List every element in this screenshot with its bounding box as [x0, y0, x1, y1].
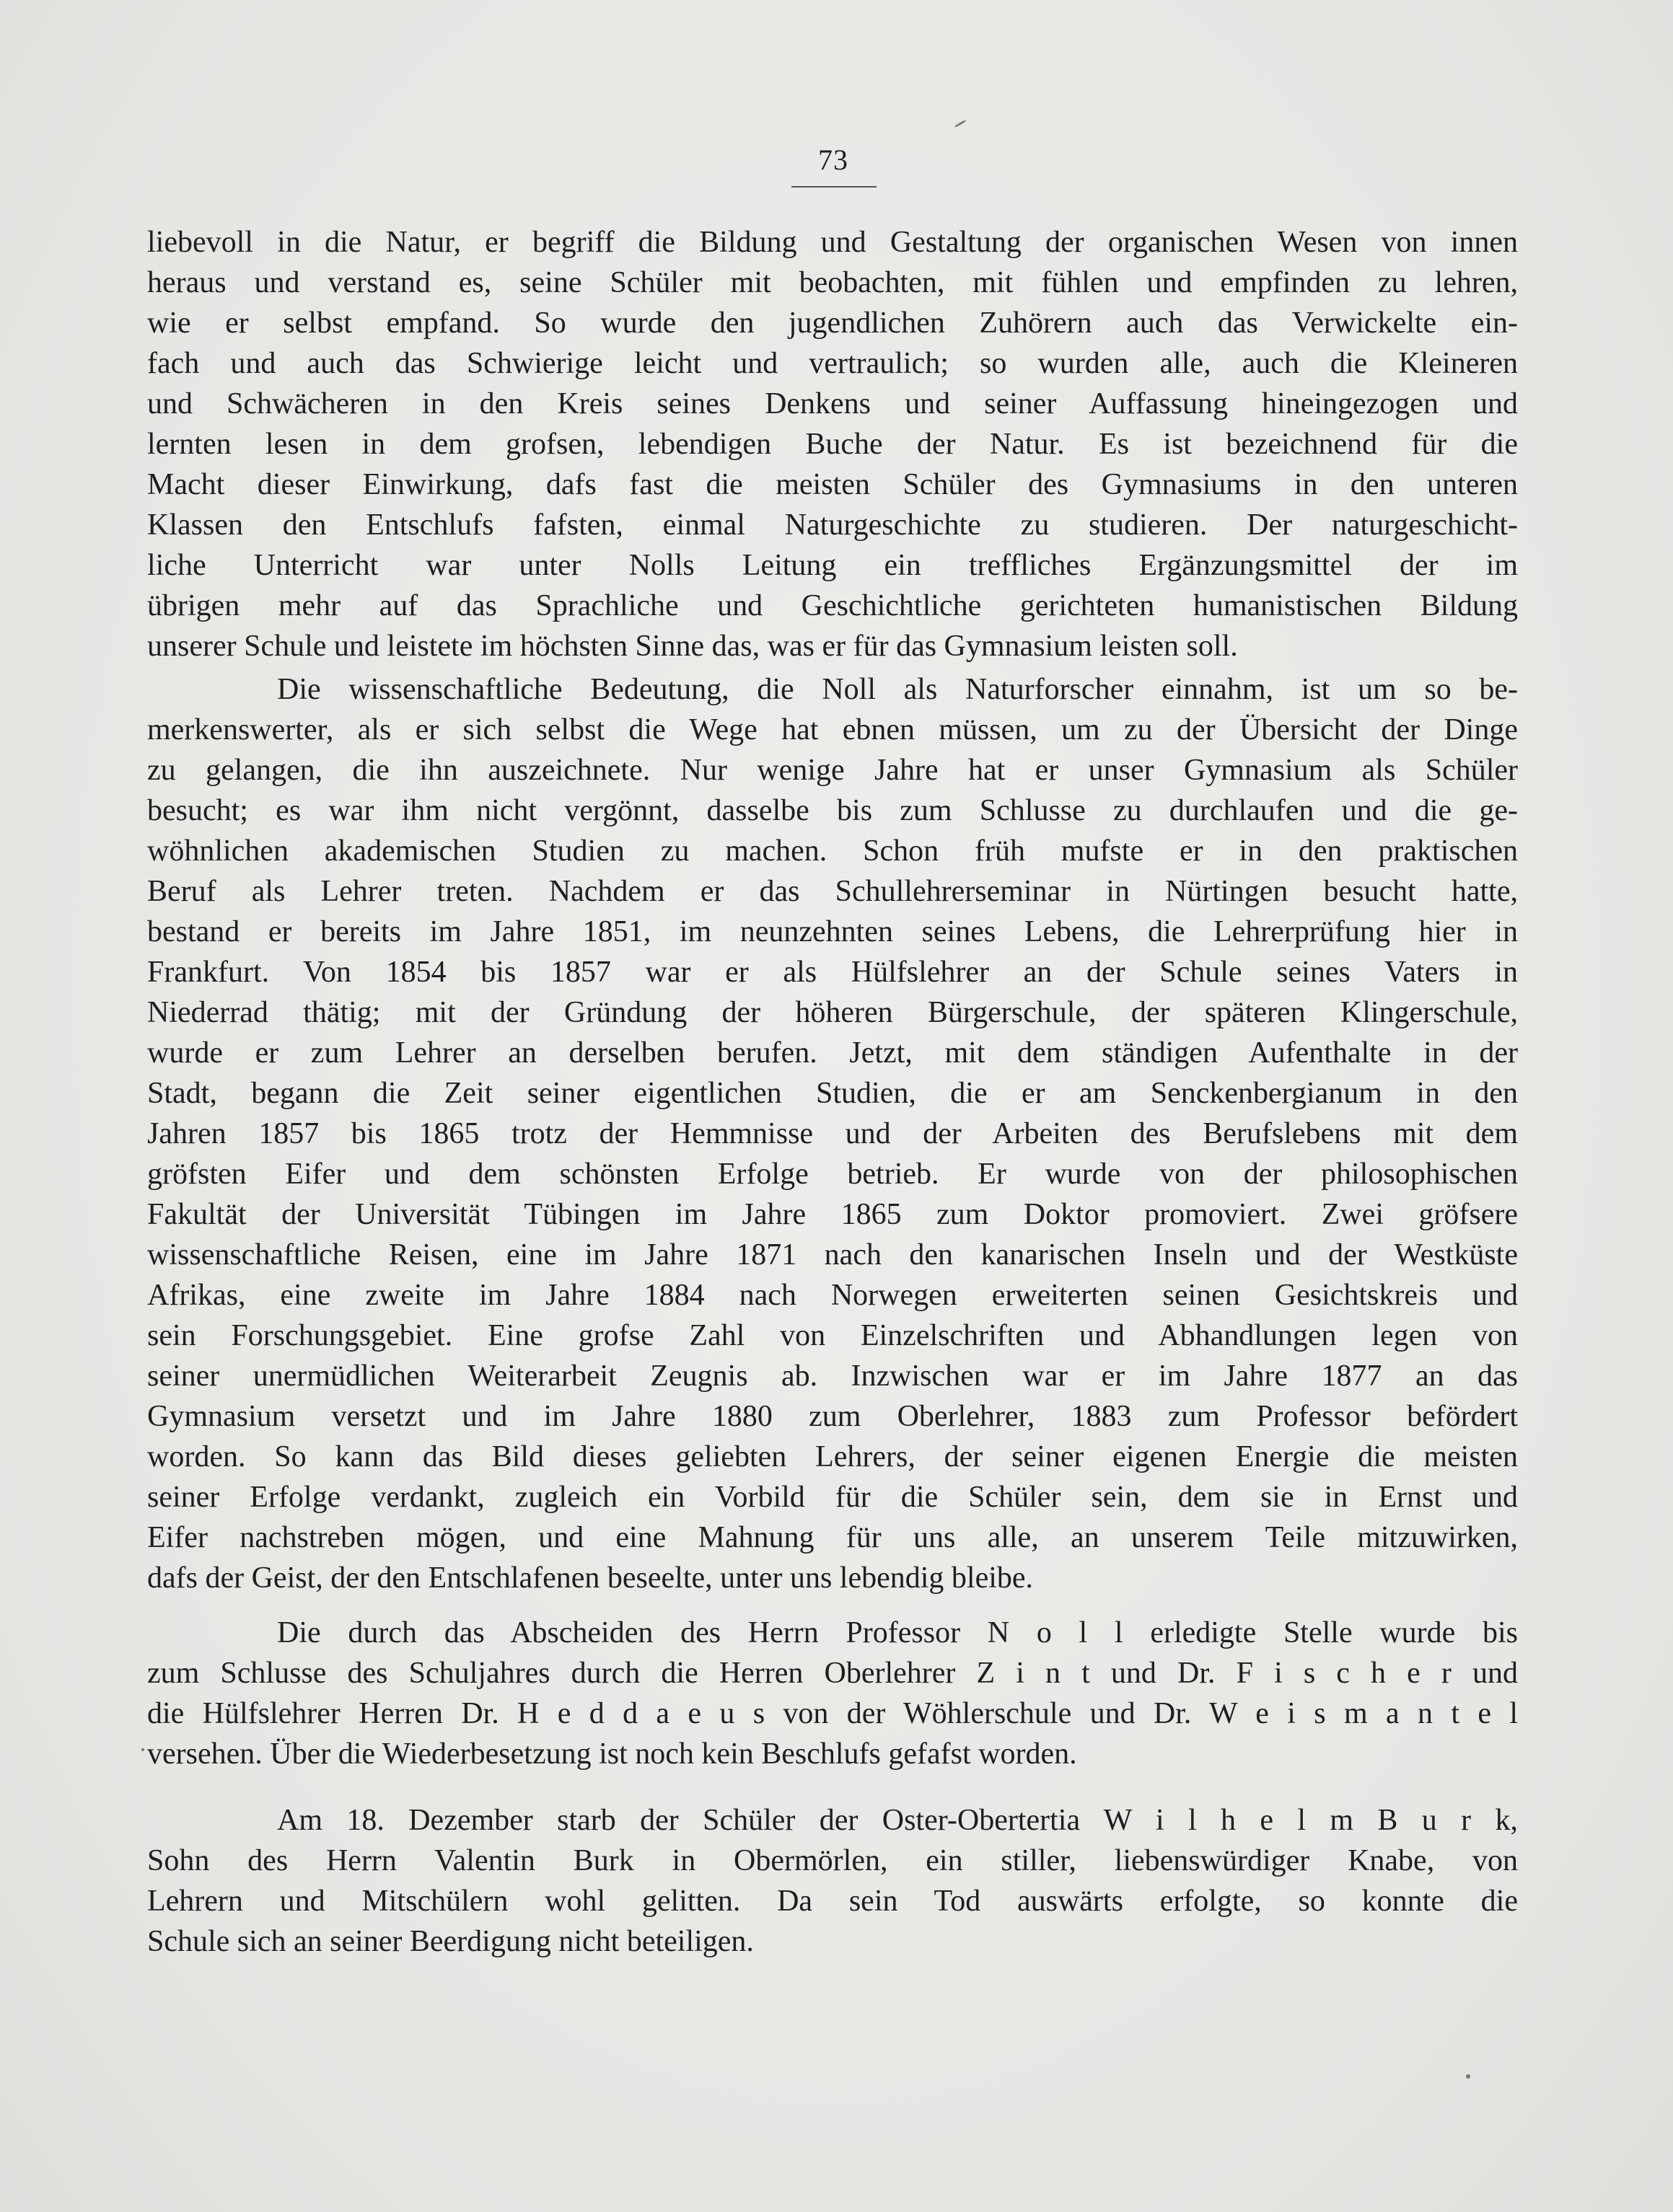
text-line: zu gelangen, die ihn auszeichnete. Nur wenige Jahre hat er unser Gymnasium als Schüler	[147, 754, 1518, 787]
text-line: Gymnasium versetzt und im Jahre 1880 zum Oberlehrer, 1883 zum Professor befördert	[147, 1400, 1518, 1433]
text-line: bestand er bereits im Jahre 1851, im neunzehnten seines Lebens, die Lehrerprüfung hier in	[147, 915, 1518, 948]
paragraph-4	[147, 1800, 1518, 1962]
text-line: lernten lesen in dem grofsen, lebendigen Buche der Natur. Es ist bezeichnend für die	[147, 428, 1518, 461]
text-line: und Schwächeren in den Kreis seines Denkens und seiner Auffassung hineingezogen und	[147, 387, 1518, 420]
text-line: liebevoll in die Natur, er begriff die Bildung und Gestaltung der organischen Wesen von innen	[147, 226, 1518, 259]
text-line: besucht; es war ihm nicht vergönnt, dasselbe bis zum Schlusse zu durchlaufen und die ge-	[147, 794, 1518, 827]
text-line: sein Forschungsgebiet. Eine grofse Zahl von Einzelschriften und Abhandlungen legen von	[147, 1319, 1518, 1352]
text-line: fach und auch das Schwierige leicht und vertraulich; so wurden alle, auch die Kleineren	[147, 347, 1518, 380]
text-line: liche Unterricht war unter Nolls Leitung ein treffliches Ergänzungsmittel der im	[147, 549, 1518, 582]
page-number: 73	[818, 144, 848, 176]
text-line: dafs der Geist, der den Entschlafenen beseelte, unter uns lebendig bleibe.	[147, 1561, 1034, 1595]
text-line: Macht dieser Einwirkung, dafs fast die meisten Schüler des Gymnasiums in den unteren	[147, 468, 1518, 501]
text-line: wöhnlichen akademischen Studien zu machen. Schon früh mufste er in den praktischen	[147, 834, 1518, 868]
text-line: wie er selbst empfand. So wurde den jugendlichen Zuhörern auch das Verwickelte ein-	[147, 307, 1518, 340]
text-line: Am 18. Dezember starb der Schüler der Oster-Obertertia W i l h e l m B u r k,	[277, 1804, 1518, 1837]
page-number-rule	[791, 186, 877, 188]
text-line: seiner Erfolge verdankt, zugleich ein Vorbild für die Schüler sein, dem sie in Ernst und	[147, 1481, 1518, 1514]
text-line: übrigen mehr auf das Sprachliche und Geschichtliche gerichteten humanistischen Bildung	[147, 589, 1518, 622]
text-line: wurde er zum Lehrer an derselben berufen. Jetzt, mit dem ständigen Aufenthalte in der	[147, 1036, 1518, 1070]
text-line: Die wissenschaftliche Bedeutung, die Noll als Naturforscher einnahm, ist um so be-	[277, 673, 1518, 706]
paragraph-3	[147, 1613, 1518, 1774]
text-line: Stadt, begann die Zeit seiner eigentlichen Studien, die er am Senckenbergianum in den	[147, 1077, 1518, 1110]
scan-speck	[141, 1748, 144, 1751]
text-line: Afrikas, eine zweite im Jahre 1884 nach Norwegen erweiterten seinen Gesichtskreis und	[147, 1279, 1518, 1312]
text-line: Schule sich an seiner Beerdigung nicht beteiligen.	[147, 1925, 754, 1958]
text-line: wissenschaftliche Reisen, eine im Jahre 1871 nach den kanarischen Inseln und der Westküste	[147, 1238, 1518, 1272]
text-line: Lehrern und Mitschülern wohl gelitten. Da sein Tod auswärts erfolgte, so konnte die	[147, 1885, 1518, 1918]
text-line: heraus und verstand es, seine Schüler mit beobachten, mit fühlen und empfinden zu lehren,	[147, 266, 1518, 299]
text-line: versehen. Über die Wiederbesetzung ist noch kein Beschlufs gefafst worden.	[147, 1737, 1077, 1771]
text-line: Fakultät der Universität Tübingen im Jahre 1865 zum Doktor promoviert. Zwei gröfsere	[147, 1198, 1518, 1231]
text-line: gröfsten Eifer und dem schönsten Erfolge betrieb. Er wurde von der philosophischen	[147, 1158, 1518, 1191]
text-line: Frankfurt. Von 1854 bis 1857 war er als Hülfslehrer an der Schule seines Vaters in	[147, 956, 1518, 989]
text-line: Jahren 1857 bis 1865 trotz der Hemmnisse und der Arbeiten des Berufslebens mit dem	[147, 1117, 1518, 1150]
text-line: zum Schlusse des Schuljahres durch die Herren Oberlehrer Z i n t und Dr. F i s c h e r und	[147, 1657, 1518, 1690]
text-line: Eifer nachstreben mögen, und eine Mahnung für uns alle, an unserem Teile mitzuwirken,	[147, 1521, 1518, 1554]
text-line: Sohn des Herrn Valentin Burk in Obermörlen, ein stiller, liebenswürdiger Knabe, von	[147, 1844, 1518, 1877]
paragraph-1	[147, 222, 1518, 666]
text-line: seiner unermüdlichen Weiterarbeit Zeugnis ab. Inzwischen war er im Jahre 1877 an das	[147, 1360, 1518, 1393]
text-line: Klassen den Entschlufs fafsten, einmal Naturgeschichte zu studieren. Der naturgeschicht-	[147, 508, 1518, 542]
text-line: Beruf als Lehrer treten. Nachdem er das Schullehrerseminar in Nürtingen besucht hatte,	[147, 875, 1518, 908]
text-line: merkenswerter, als er sich selbst die Wege hat ebnen müssen, um zu der Übersicht der Dinge	[147, 713, 1518, 746]
paragraph-2	[147, 669, 1518, 1598]
text-line: die Hülfslehrer Herren Dr. H e d d a e u s von der Wöhlerschule und Dr. W e i s m a n t e l	[147, 1697, 1518, 1730]
scan-speck	[954, 120, 966, 128]
text-line: Niederrad thätig; mit der Gründung der höheren Bürgerschule, der späteren Klingerschule,	[147, 996, 1518, 1029]
text-line: Die durch das Abscheiden des Herrn Professor N o l l erledigte Stelle wurde bis	[277, 1616, 1518, 1649]
text-line: unserer Schule und leistete im höchsten Sinne das, was er für das Gymnasium leisten soll.	[147, 630, 1238, 663]
scan-speck	[1466, 2074, 1470, 2079]
text-line: worden. So kann das Bild dieses geliebten Lehrers, der seiner eigenen Energie die meisten	[147, 1440, 1518, 1473]
